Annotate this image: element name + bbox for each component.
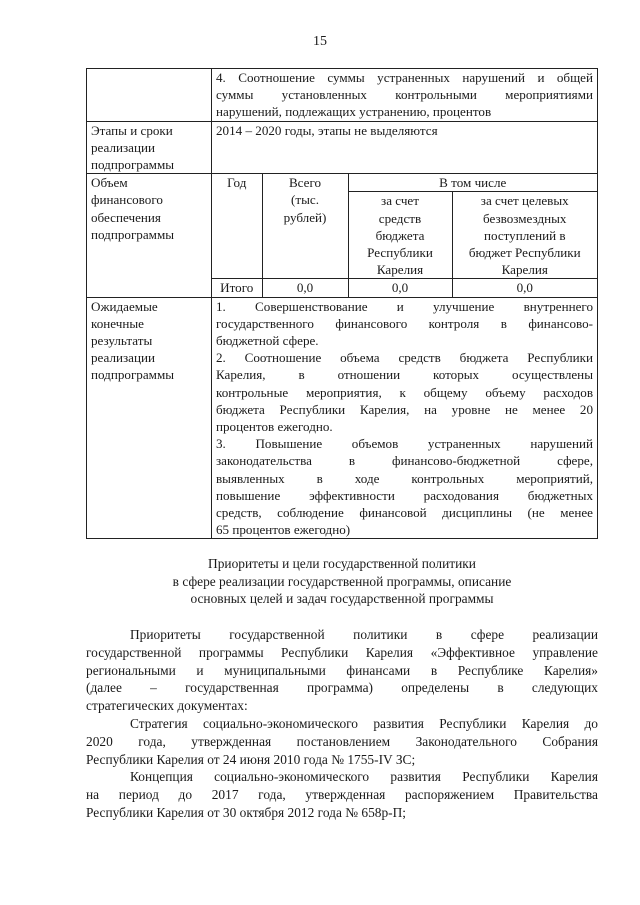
subprogram-passport-table — [86, 68, 598, 539]
body-line: Стратегия социально-экономического развития Республики Карелия до — [130, 715, 598, 731]
label-line: реализации — [91, 139, 155, 155]
body-line: (далее – государственная программа) определены в следующих — [86, 680, 598, 696]
label-line: подпрограммы — [91, 157, 175, 173]
result-line: 2. Соотношение объема средств бюджета Республики — [216, 350, 593, 366]
header-line: (тыс. — [291, 192, 319, 208]
label-line: конечные — [91, 315, 144, 331]
table-row — [87, 297, 598, 539]
table-row — [87, 174, 598, 297]
header-line: Республики — [367, 245, 433, 261]
col-budget-header — [348, 192, 452, 279]
body-line: на период до 2017 года, утвержденная распоряжением Правительства — [86, 787, 598, 803]
col-including-header: В том числе — [348, 174, 597, 192]
result-line: процентов ежегодно. — [216, 419, 333, 435]
body-line: государственной программы Республики Карелия «Эффективное управление — [86, 644, 598, 660]
total-row-budget: 0,0 — [348, 279, 452, 297]
result-line: выявленных в ходе контрольных мероприятий, — [216, 470, 593, 486]
indicator-line: 4. Соотношение суммы устраненных нарушений и общей — [216, 70, 593, 85]
result-line: Карелия, в отношении которых осуществлены — [216, 367, 593, 383]
header-line: рублей) — [283, 209, 327, 225]
result-line: повышение эффективности расходования бюджетных — [216, 487, 593, 503]
header-line: Карелия — [501, 262, 548, 278]
total-row-grants: 0,0 — [452, 279, 597, 297]
total-row-total: 0,0 — [262, 279, 348, 297]
body-line: стратегических документах: — [86, 698, 248, 714]
col-year-header: Год — [212, 174, 262, 279]
result-line: контрольные мероприятия, к общему объему расходов — [216, 384, 593, 400]
stages-label-cell — [87, 121, 212, 174]
header-line: безвозмездных — [483, 210, 567, 226]
table-row — [87, 121, 598, 174]
body-line: Приоритеты государственной политики в сфере реализации — [130, 627, 598, 642]
header-line: средств — [378, 210, 422, 226]
result-line: законодательства в финансово-бюджетной сфере, — [216, 453, 593, 469]
col-grants-header — [452, 192, 597, 279]
label-line: Объем — [91, 175, 128, 191]
label-line: Этапы и сроки — [91, 122, 173, 138]
total-row-label: Итого — [212, 279, 262, 297]
result-line: средств, соблюдение финансовой дисциплины (не менее — [216, 505, 593, 521]
section-heading — [86, 555, 598, 608]
result-line: бюджетной сфере. — [216, 333, 319, 349]
indicator-line: суммы установленных контрольными мероприятиями — [216, 87, 593, 103]
body-line: Республики Карелия от 24 июня 2010 года № 1755-IV ЗС; — [86, 751, 416, 767]
finance-table-cell — [212, 174, 598, 297]
body-line: Республики Карелия от 30 октября 2012 года № 658р-П; — [86, 804, 407, 820]
header-line: Всего — [288, 175, 322, 191]
header-line: бюджет Республики — [468, 245, 581, 261]
heading-line: основных целей и задач государственной программы — [190, 591, 494, 607]
heading-line: в сфере реализации государственной программы, описание — [172, 573, 512, 589]
indicator-line: нарушений, подлежащих устранению, процентов — [216, 104, 492, 120]
body-line: 2020 года, утвержденная постановлением Законодательного Собрания — [86, 733, 598, 749]
header-line: бюджета — [375, 227, 425, 243]
label-line: подпрограммы — [91, 226, 175, 242]
results-value-cell — [212, 297, 598, 539]
label-line: подпрограммы — [91, 367, 175, 383]
body-line: региональными и муниципальными финансами в Республике Карелия» — [86, 662, 598, 678]
result-line: бюджета Республики Карелия, на уровне не менее 20 — [216, 401, 593, 417]
page-number: 15 — [313, 34, 327, 49]
label-line: реализации — [91, 350, 155, 366]
result-line: 3. Повышение объемов устраненных нарушений — [216, 436, 593, 452]
results-label-cell — [87, 297, 212, 539]
header-line: за счет — [381, 193, 419, 209]
result-line: 65 процентов ежегодно) — [216, 522, 351, 538]
header-line: Карелия — [376, 262, 424, 278]
col-total-header — [262, 174, 348, 279]
indicator-cell — [212, 69, 598, 122]
label-line: Ожидаемые — [91, 298, 158, 314]
empty-label-cell — [87, 69, 212, 122]
stages-value-cell: 2014 – 2020 годы, этапы не выделяются — [212, 121, 598, 174]
label-line: обеспечения — [91, 209, 161, 225]
finance-table — [212, 174, 597, 296]
result-line: государственного финансового контроля в финансово- — [216, 315, 593, 331]
header-line: за счет целевых — [480, 193, 569, 209]
result-line: 1. Совершенствование и улучшение внутреннего — [216, 298, 593, 314]
label-line: финансового — [91, 192, 163, 208]
body-line: Концепция социально-экономического развития Республики Карелия — [130, 769, 598, 785]
body-text — [86, 626, 598, 822]
header-line: поступлений в — [483, 227, 566, 243]
heading-line: Приоритеты и цели государственной политики — [208, 556, 476, 571]
label-line: результаты — [91, 333, 153, 349]
finance-label-cell — [87, 174, 212, 297]
table-row — [87, 69, 598, 122]
